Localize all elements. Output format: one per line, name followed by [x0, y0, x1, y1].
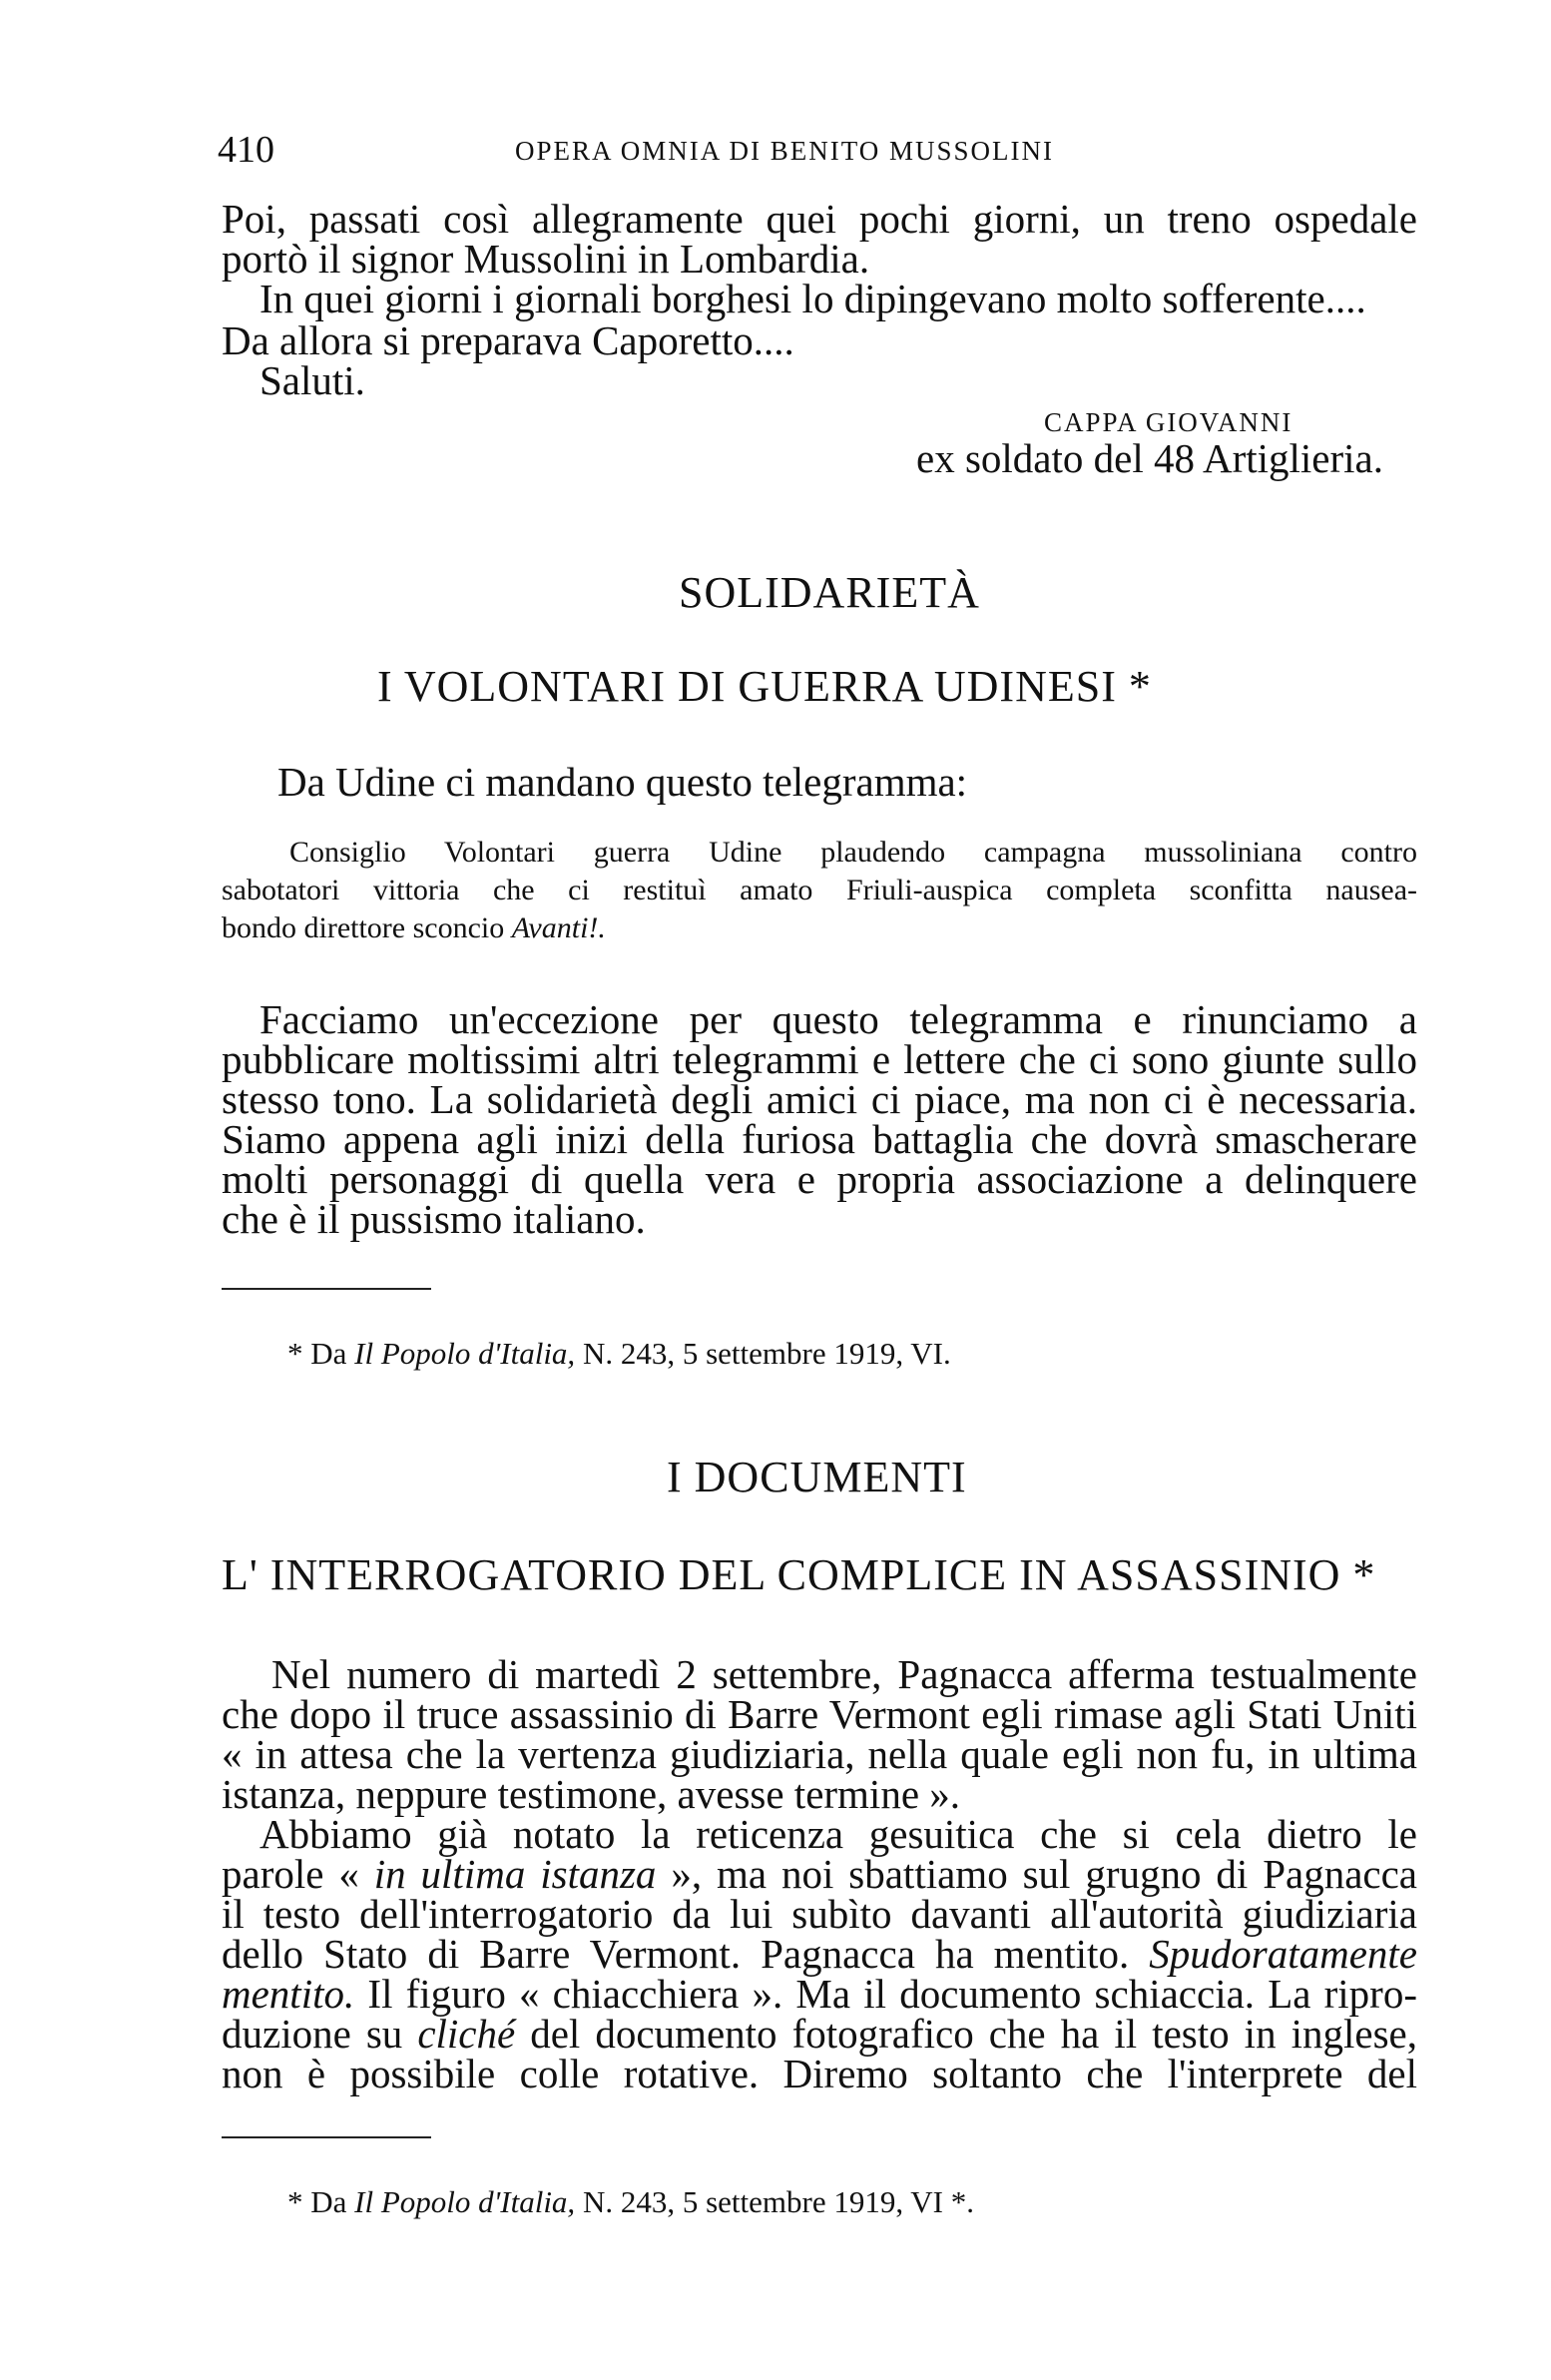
intro-line: Da Udine ci mandano questo telegramma: [277, 759, 968, 805]
text-line: In quei giorni i giornali borghesi lo dipingevano molto sofferente.... [259, 276, 1366, 321]
body-line: molti personaggi di quella vera e propria associazione a delinquere [222, 1156, 1417, 1202]
telegram-line: sabotatori vittoria che ci restituì amato Friuli-auspica completa sconfitta nausea- [222, 874, 1417, 906]
telegram-line: bondo direttore sconcio Avanti!. [222, 911, 606, 944]
footnote: * Da Il Popolo d'Italia, N. 243, 5 settembre 1919, VI. [287, 1336, 951, 1371]
footnote-rule [222, 2136, 431, 2138]
body-line: « in attesa che la vertenza giudiziaria, nella quale egli non fu, in ultima [222, 1731, 1417, 1777]
body-line: pubblicare moltissimi altri telegrammi e lettere che ci sono giunte sullo [222, 1036, 1417, 1082]
page-number: 410 [218, 129, 274, 171]
running-title: OPERA OMNIA DI BENITO MUSSOLINI [515, 136, 1055, 166]
body-line: che dopo il truce assassinio di Barre Vermont egli rimase agli Stati Uniti [222, 1691, 1417, 1737]
footnote-rule [222, 1288, 431, 1290]
article-title: I VOLONTARI DI GUERRA UDINESI * [377, 662, 1152, 711]
body-line: duzione su cliché del documento fotografico che ha il testo in inglese, [222, 2011, 1417, 2057]
text-line: portò il signor Mussolini in Lombardia. [222, 236, 870, 282]
body-line: non è possibile colle rotative. Diremo soltanto che l'interprete del [222, 2051, 1417, 2096]
section-kicker: I DOCUMENTI [667, 1453, 967, 1501]
body-line: mentito. Il figuro « chiacchiera ». Ma il documento schiaccia. La ripro- [222, 1971, 1417, 2017]
body-line: Facciamo un'eccezione per questo telegramma e rinunciamo a [259, 996, 1417, 1042]
body-line: Abbiamo già notato la reticenza gesuitica che si cela dietro le [259, 1811, 1417, 1857]
newspaper-name: Avanti!. [511, 911, 606, 944]
body-line: il testo dell'interrogatorio da lui subìto davanti all'autorità giudiziaria [222, 1891, 1417, 1937]
section-kicker: SOLIDARIETÀ [679, 568, 980, 617]
body-line: Nel numero di martedì 2 settembre, Pagnacca afferma testualmente [271, 1651, 1417, 1697]
telegram-line: Consiglio Volontari guerra Udine plaudendo campagna mussoliniana contro [289, 836, 1417, 869]
signature-role: ex soldato del 48 Artiglieria. [916, 435, 1383, 481]
body-line: dello Stato di Barre Vermont. Pagnacca ha mentito. Spudoratamente [222, 1931, 1417, 1977]
body-line: parole « in ultima istanza », ma noi sbattiamo sul grugno di Pagnacca [222, 1851, 1417, 1897]
footnote: * Da Il Popolo d'Italia, N. 243, 5 settembre 1919, VI *. [287, 2184, 974, 2219]
article-title: L' INTERROGATORIO DEL COMPLICE IN ASSASSINIO * [222, 1550, 1376, 1599]
text-line: Poi, passati così allegramente quei pochi giorni, un treno ospedale [222, 196, 1417, 242]
body-line: Siamo appena agli inizi della furiosa battaglia che dovrà smascherare [222, 1116, 1417, 1162]
body-line: stesso tono. La solidarietà degli amici ci piace, ma non ci è necessaria. [222, 1076, 1417, 1122]
text-line: Da allora si preparava Caporetto.... [222, 317, 794, 363]
text-line: Saluti. [259, 357, 365, 403]
body-line: istanza, neppure testimone, avesse termine ». [222, 1771, 961, 1817]
signature-name: CAPPA GIOVANNI [1044, 407, 1293, 437]
body-line: che è il pussismo italiano. [222, 1196, 646, 1242]
